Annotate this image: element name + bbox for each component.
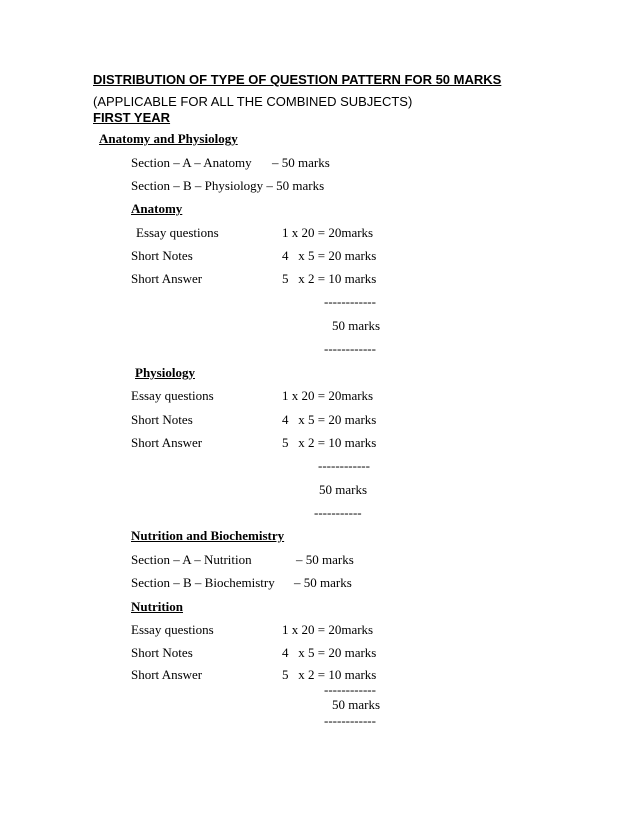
row-label: Short Notes [131, 412, 193, 427]
total-marks: 50 marks [332, 697, 381, 712]
subject-heading-anatomy-physiology: Anatomy and Physiology [99, 131, 238, 146]
row-label: Short Answer [131, 667, 203, 682]
row-label: Short Answer [131, 271, 203, 286]
row-value: 1 x 20 = 20marks [282, 225, 374, 240]
row-value: 4 x 5 = 20 marks [282, 248, 377, 263]
row-label: Essay questions [131, 388, 214, 403]
total-rule-bottom: ------------ [324, 713, 376, 728]
row-label: Short Notes [131, 248, 193, 263]
total-rule-top: ------------ [324, 294, 376, 309]
row-value: 1 x 20 = 20marks [282, 622, 374, 637]
section-a-marks: – 50 marks [272, 155, 330, 170]
section-b-label: Section – B – Physiology – 50 marks [131, 178, 325, 193]
row-value: 5 x 2 = 10 marks [282, 271, 377, 286]
row-value: 4 x 5 = 20 marks [282, 412, 377, 427]
section-a-marks: – 50 marks [296, 552, 354, 567]
row-value: 5 x 2 = 10 marks [282, 435, 377, 450]
total-rule-top: ------------ [324, 682, 376, 697]
row-label: Essay questions [136, 225, 219, 240]
section-b-label: Section – B – Biochemistry [131, 575, 275, 590]
section-a-label: Section – A – Anatomy [131, 155, 252, 170]
document-subtitle: (APPLICABLE FOR ALL THE COMBINED SUBJECTS) [93, 94, 413, 109]
row-label: Short Notes [131, 645, 193, 660]
row-value: 1 x 20 = 20marks [282, 388, 374, 403]
document-title: DISTRIBUTION OF TYPE OF QUESTION PATTERN FOR 50 MARKS [93, 72, 502, 87]
year-heading: FIRST YEAR [93, 110, 171, 125]
total-rule-top: ------------ [318, 458, 370, 473]
row-label: Short Answer [131, 435, 203, 450]
section-a-label: Section – A – Nutrition [131, 552, 252, 567]
total-marks: 50 marks [332, 318, 381, 333]
total-marks: 50 marks [319, 482, 368, 497]
row-label: Essay questions [131, 622, 214, 637]
total-rule-bottom: ----------- [314, 505, 362, 520]
subject-heading-nutrition-biochemistry: Nutrition and Biochemistry [131, 528, 285, 543]
section-b-marks: – 50 marks [294, 575, 352, 590]
total-rule-bottom: ------------ [324, 341, 376, 356]
nutrition-heading: Nutrition [131, 599, 183, 614]
physiology-heading: Physiology [135, 365, 195, 380]
anatomy-heading: Anatomy [131, 201, 183, 216]
row-value: 5 x 2 = 10 marks [282, 667, 377, 682]
row-value: 4 x 5 = 20 marks [282, 645, 377, 660]
